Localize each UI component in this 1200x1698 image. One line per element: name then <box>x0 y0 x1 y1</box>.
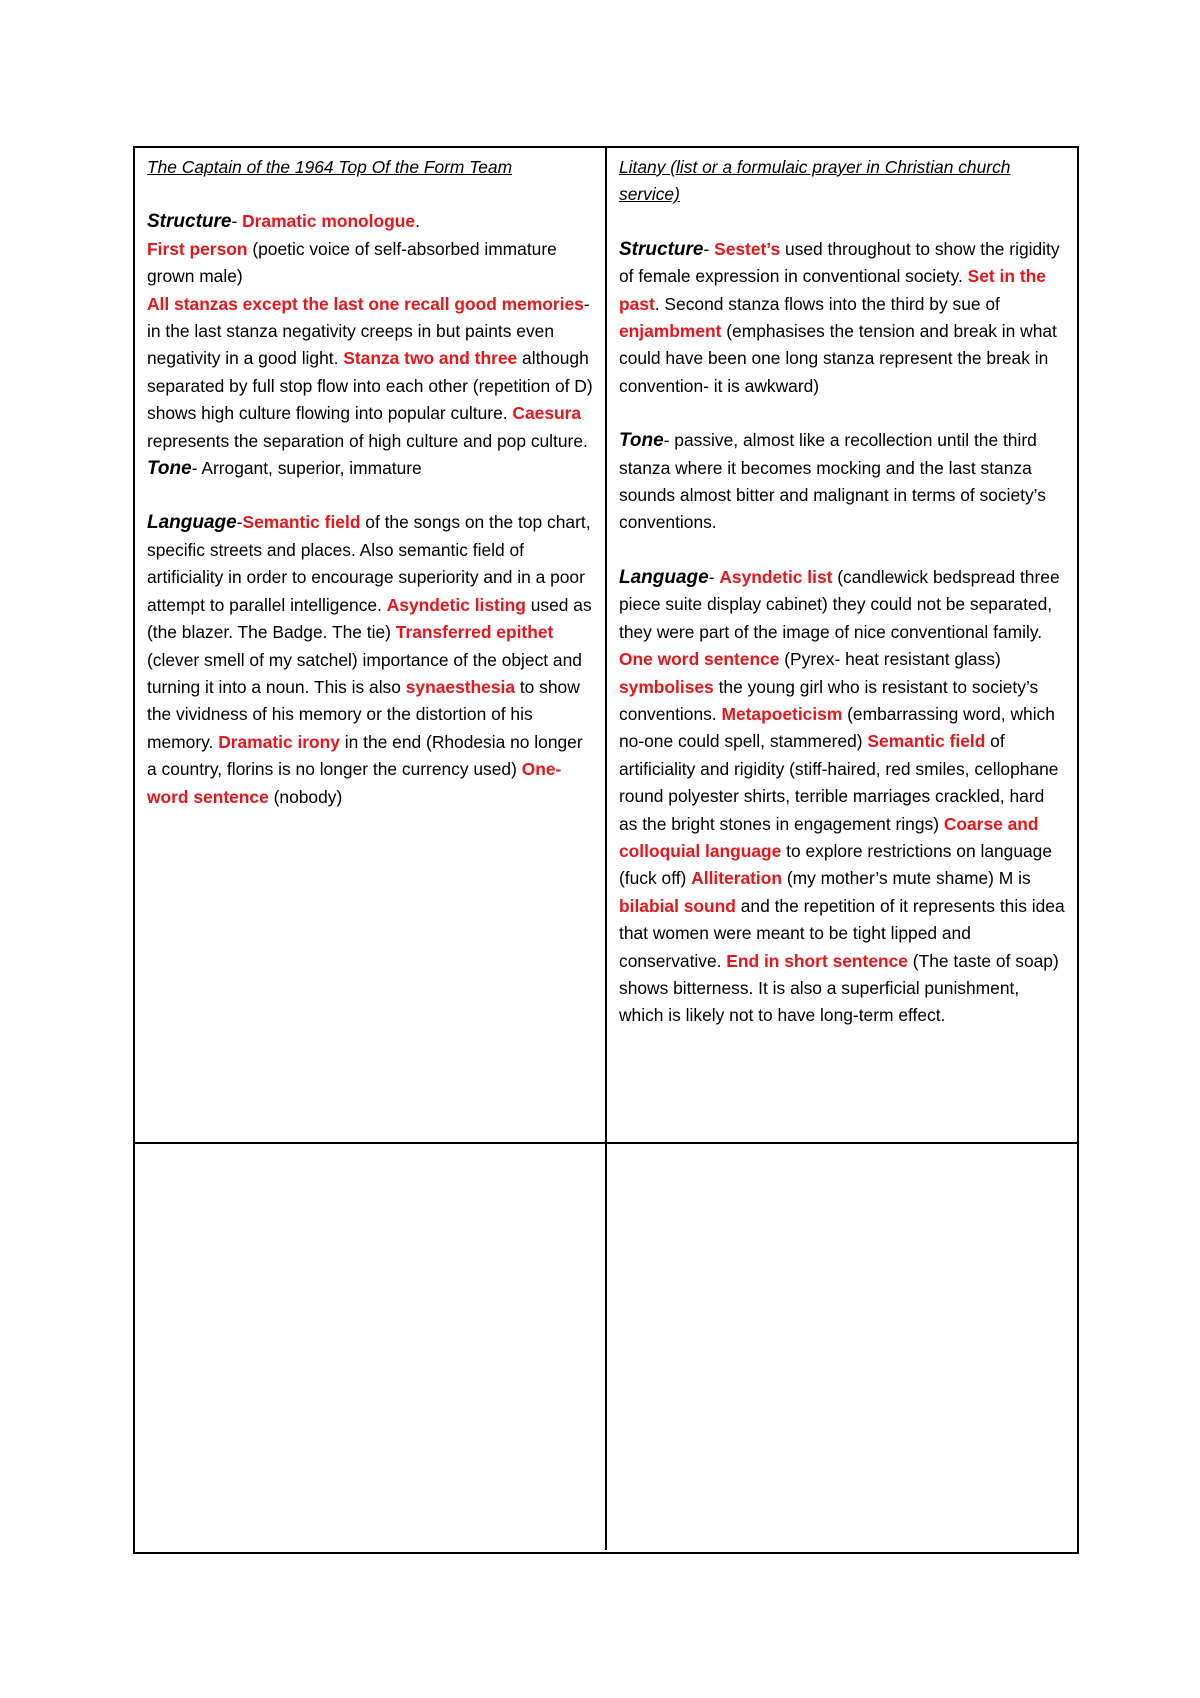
body-text: to explore restrictions on language (fuck off) <box>619 840 1053 889</box>
language-label: Language <box>147 512 237 534</box>
cell-litany-poem <box>607 148 1077 1144</box>
highlighted-term: Stanza two and three <box>343 348 518 369</box>
highlighted-term: Sestet’s <box>714 238 781 259</box>
body-text: - <box>236 512 243 533</box>
body-text: although separated by full stop flow into each other (repetition of D) shows high culture flowing into popular culture. <box>147 348 593 424</box>
body-text: to show the vividness of his memory or the distortion of his memory. <box>147 676 580 752</box>
highlighted-term: Semantic field <box>867 731 986 752</box>
body-text: (embarrassing word, which no-one could spell, stammered) <box>619 703 1055 752</box>
body-text: used as (the blazer. The Badge. The tie) <box>147 594 592 643</box>
highlighted-term: Alliteration <box>691 868 782 889</box>
highlighted-term: First person <box>147 238 248 259</box>
body-text: (emphasises the tension and break in what could have been one long stanza represent the break in convention- it is awkward) <box>619 321 1057 396</box>
language-label: Language <box>619 566 709 588</box>
body-text: (clever smell of my satchel) importance of the object and turning it into a noun. This is also <box>147 649 582 697</box>
body-text: (my mother’s mute shame) M is <box>782 868 1031 889</box>
highlighted-term: Asyndetic listing <box>386 594 526 615</box>
structure-text <box>231 211 419 231</box>
structure-label: Structure <box>619 238 704 260</box>
highlighted-term: Set in the past <box>619 266 1046 314</box>
highlighted-term: All stanzas except the last one recall good memories <box>147 293 584 314</box>
body-text: (candlewick bedspread three piece suite display cabinet) they could not be separated, they were part of the image of nice conventional family. <box>619 566 1060 642</box>
highlighted-term: Caesura <box>512 403 582 424</box>
empty-cell-right <box>607 1144 1077 1550</box>
body-text: (The taste of soap) shows bitterness. It is also a superficial punishment, which is likely not to have long-term effect. <box>619 950 1059 1026</box>
highlighted-term: One-word sentence <box>147 759 562 807</box>
empty-cell-left <box>135 1144 607 1550</box>
body-text: the young girl who is resistant to society’s conventions. <box>619 676 1039 724</box>
structure-detail-1 <box>147 236 593 291</box>
structure-label: Structure <box>147 211 232 233</box>
tone-label: Tone <box>619 430 664 452</box>
tone-text: - passive, almost like a recollection until the third stanza where it becomes mocking and the last stanza sounds almost bitter and malignant in terms of society’s conventions. <box>619 430 1046 533</box>
body-text: - <box>231 211 243 232</box>
body-text: of artificiality and rigidity (stiff-haired, red smiles, cellophane round polyester shirts, terrible marriages crackled, hard as the bright stones in engagement rings) <box>619 731 1059 834</box>
notes-table <box>133 146 1079 1554</box>
cell-captain-poem <box>135 148 607 1144</box>
language-paragraph <box>619 564 1065 1030</box>
body-text: (Pyrex- heat resistant glass) <box>779 649 1001 670</box>
highlighted-term: enjambment <box>619 321 722 342</box>
tone-label: Tone <box>147 458 192 480</box>
body-text: used throughout to show the rigidity of female expression in conventional society. <box>619 238 1060 287</box>
structure-text <box>619 239 1060 396</box>
body-text: - <box>703 238 715 259</box>
highlighted-term: symbolises <box>619 676 714 697</box>
structure-detail-2 <box>147 291 593 318</box>
body-text: . <box>415 211 420 232</box>
highlighted-term: bilabial sound <box>619 895 736 916</box>
body-text: (poetic voice of self-absorbed immature grown male) <box>147 238 557 287</box>
language-text <box>147 512 592 806</box>
language-paragraph <box>147 509 593 810</box>
tone-paragraph <box>619 427 1065 537</box>
highlighted-term: Transferred epithet <box>395 622 554 643</box>
structure-detail-3 <box>147 318 593 455</box>
highlighted-term: Asyndetic list <box>719 566 833 587</box>
highlighted-term: Dramatic irony <box>218 731 340 752</box>
poem-title: Litany (list or a formulaic prayer in Christian church service) <box>619 157 1011 205</box>
body-text: - <box>708 566 720 587</box>
poem-title: The Captain of the 1964 Top Of the Form Team <box>147 157 513 177</box>
body-text: in the last stanza negativity creeps in but paints even negativity in a good light. <box>147 321 554 369</box>
highlighted-term: Metapoeticism <box>721 703 843 724</box>
tone-text: - Arrogant, superior, immature <box>191 458 422 479</box>
tone-paragraph <box>147 455 593 482</box>
highlighted-term: synaesthesia <box>405 676 516 697</box>
body-text: represents the separation of high culture and pop culture. <box>147 430 588 451</box>
highlighted-term: Dramatic monologue <box>242 211 416 232</box>
highlighted-term: Semantic field <box>242 512 361 533</box>
language-text <box>619 567 1065 1026</box>
body-text: of the songs on the top chart, specific streets and places. Also semantic field of artificiality in order to encourage superiority and in a poor attempt to parallel intelligence. <box>147 512 591 615</box>
body-text: and the repetition of it represents this idea that women were meant to be tight lipped and conservative. <box>619 895 1065 971</box>
structure-paragraph <box>147 208 593 235</box>
body-text: - <box>583 293 590 314</box>
structure-paragraph <box>619 236 1065 400</box>
body-text: in the end (Rhodesia no longer a country, florins is no longer the currency used) <box>147 731 583 780</box>
body-text: (nobody) <box>268 786 343 807</box>
highlighted-term: End in short sentence <box>726 950 908 971</box>
highlighted-term: Coarse and colloquial language <box>619 813 1039 861</box>
highlighted-term: One word sentence <box>619 649 780 670</box>
body-text: . Second stanza flows into the third by sue of <box>654 293 1000 314</box>
